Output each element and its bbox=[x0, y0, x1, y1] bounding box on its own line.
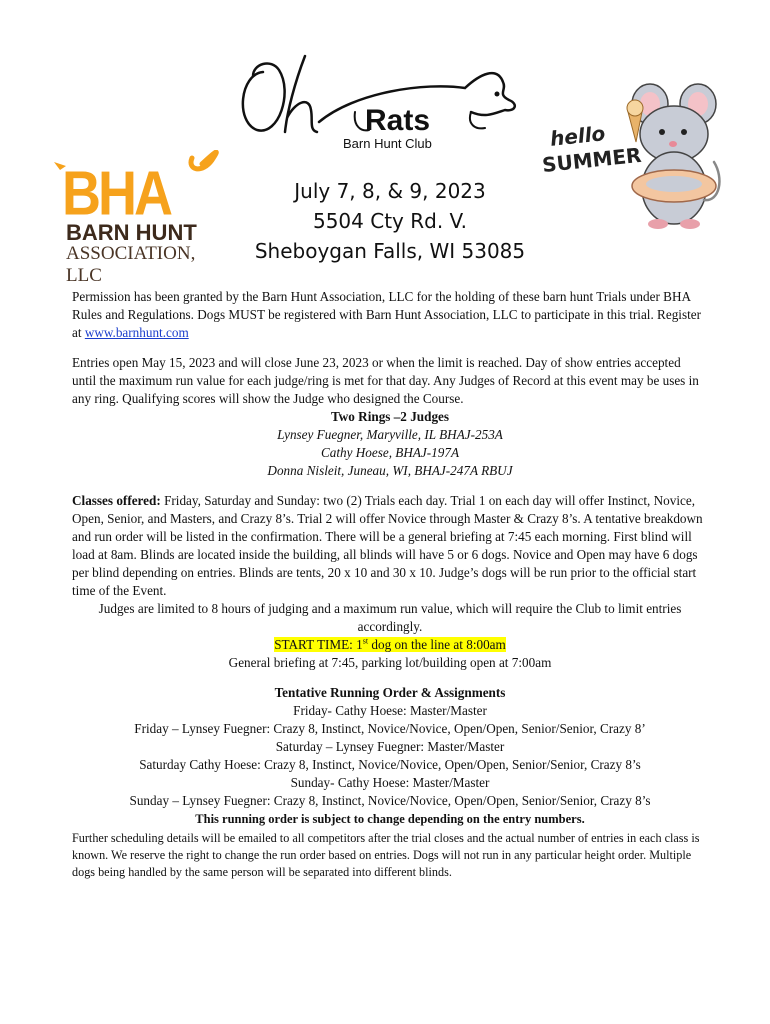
event-dates: July 7, 8, & 9, 2023 bbox=[294, 179, 486, 203]
judge-1: Lynsey Fuegner, Maryville, IL BHAJ-253A bbox=[277, 427, 503, 442]
running-order-line: Sunday – Lynsey Fuegner: Crazy 8, Instinct, Novice/Novice, Open/Open, Senior/Senior, Crazy 8’s bbox=[129, 793, 651, 808]
permission-text: Permission has been granted by the Barn Hunt Association, LLC for the holding of these barn hunt Trials under BHA Rules and Regulations. Dogs MUST be registered with Barn Hunt Association, LLC to participate in this trial. Register at bbox=[72, 289, 702, 340]
start-time-highlight bbox=[274, 637, 506, 652]
entries-paragraph: Entries open May 15, 2023 and will close June 23, 2023 or when the limit is reached. Day of show entries accepted until the maximum run value for each judge/ring is met for that day. Any Judges of Record at this event may be uses in any ring. Qualifying scores will show the Judge who designed the Course. bbox=[72, 355, 699, 406]
judge-3: Donna Nisleit, Juneau, WI, BHAJ-247A RBUJ bbox=[267, 463, 513, 478]
flyer-body bbox=[72, 288, 708, 881]
start-time-suffix: dog on the line at 8:00am bbox=[368, 637, 506, 652]
running-order-line: Friday – Lynsey Fuegner: Crazy 8, Instinct, Novice/Novice, Open/Open, Senior/Senior, Crazy 8’ bbox=[134, 721, 646, 736]
hello-word: hello bbox=[548, 121, 607, 151]
permission-paragraph bbox=[72, 288, 708, 342]
event-header bbox=[190, 176, 590, 266]
running-order-heading: Tentative Running Order & Assignments bbox=[274, 685, 506, 700]
classes-paragraph bbox=[72, 492, 708, 600]
oh-rats-word: Rats bbox=[365, 104, 431, 137]
briefing-line: General briefing at 7:45, parking lot/building open at 7:00am bbox=[228, 655, 552, 670]
event-city: Sheboygan Falls, WI 53085 bbox=[254, 239, 526, 263]
running-order-line: Sunday- Cathy Hoese: Master/Master bbox=[290, 775, 490, 790]
classes-text: Friday, Saturday and Sunday: two (2) Trials each day. Trial 1 on each day will offer Instinct, Novice, Open, Senior, and Masters, and Crazy 8’s. Trial 2 will offer Novice through Master & Crazy 8’s. A tentative breakdown and run order will be listed in the confirmation. There will be a general briefing at 7:45 each morning. First blind will load at 8am. Blinds are located inside the building, all blinds will have 5 or 6 dogs. Novice and Open may have 6 dogs per blind depending on entries. Blinds are tents, 20 x 10 and 30 x 10. Judge’s dogs will be run prior to the official start time of the Event. bbox=[72, 493, 703, 598]
classes-label: Classes offered: bbox=[72, 493, 161, 508]
judge-2: Cathy Hoese, BHAJ-197A bbox=[320, 445, 460, 460]
judging-limits: Judges are limited to 8 hours of judging and a maximum run value, which will require the Club to limit entries accordingly. bbox=[98, 601, 682, 634]
bha-letters: BHA bbox=[62, 159, 170, 229]
start-time-line bbox=[72, 636, 708, 654]
start-time-sup: st bbox=[362, 636, 369, 646]
running-order-line: Friday- Cathy Hoese: Master/Master bbox=[293, 703, 487, 718]
oh-rats-club-text: Barn Hunt Club bbox=[343, 136, 432, 151]
running-order-notice: This running order is subject to change depending on the entry numbers. bbox=[195, 812, 585, 826]
bha-barn-hunt-text: BARN HUNT bbox=[66, 220, 197, 245]
judges-heading: Two Rings –2 Judges bbox=[330, 409, 450, 424]
further-details-paragraph: Further scheduling details will be emailed to all competitors after the trial closes and the actual number of entries in each class is known. We reserve the right to change the run order based on entries. Dogs will not run in any particular height order. Multiple dogs being handled by the same person will be separated into different blinds. bbox=[72, 831, 700, 879]
oh-rats-logo bbox=[235, 52, 535, 162]
running-order-line: Saturday Cathy Hoese: Crazy 8, Instinct, Novice/Novice, Open/Open, Senior/Senior, Crazy 8’s bbox=[139, 757, 641, 772]
running-order-line: Saturday – Lynsey Fuegner: Master/Master bbox=[275, 739, 505, 754]
summer-word: SUMMER bbox=[541, 142, 643, 178]
barnhunt-link[interactable]: www.barnhunt.com bbox=[84, 325, 189, 340]
event-address: 5504 Cty Rd. V. bbox=[312, 209, 468, 233]
start-time-prefix: START TIME: 1 bbox=[274, 637, 363, 652]
bha-association-text: ASSOCIATION, LLC bbox=[66, 243, 196, 286]
